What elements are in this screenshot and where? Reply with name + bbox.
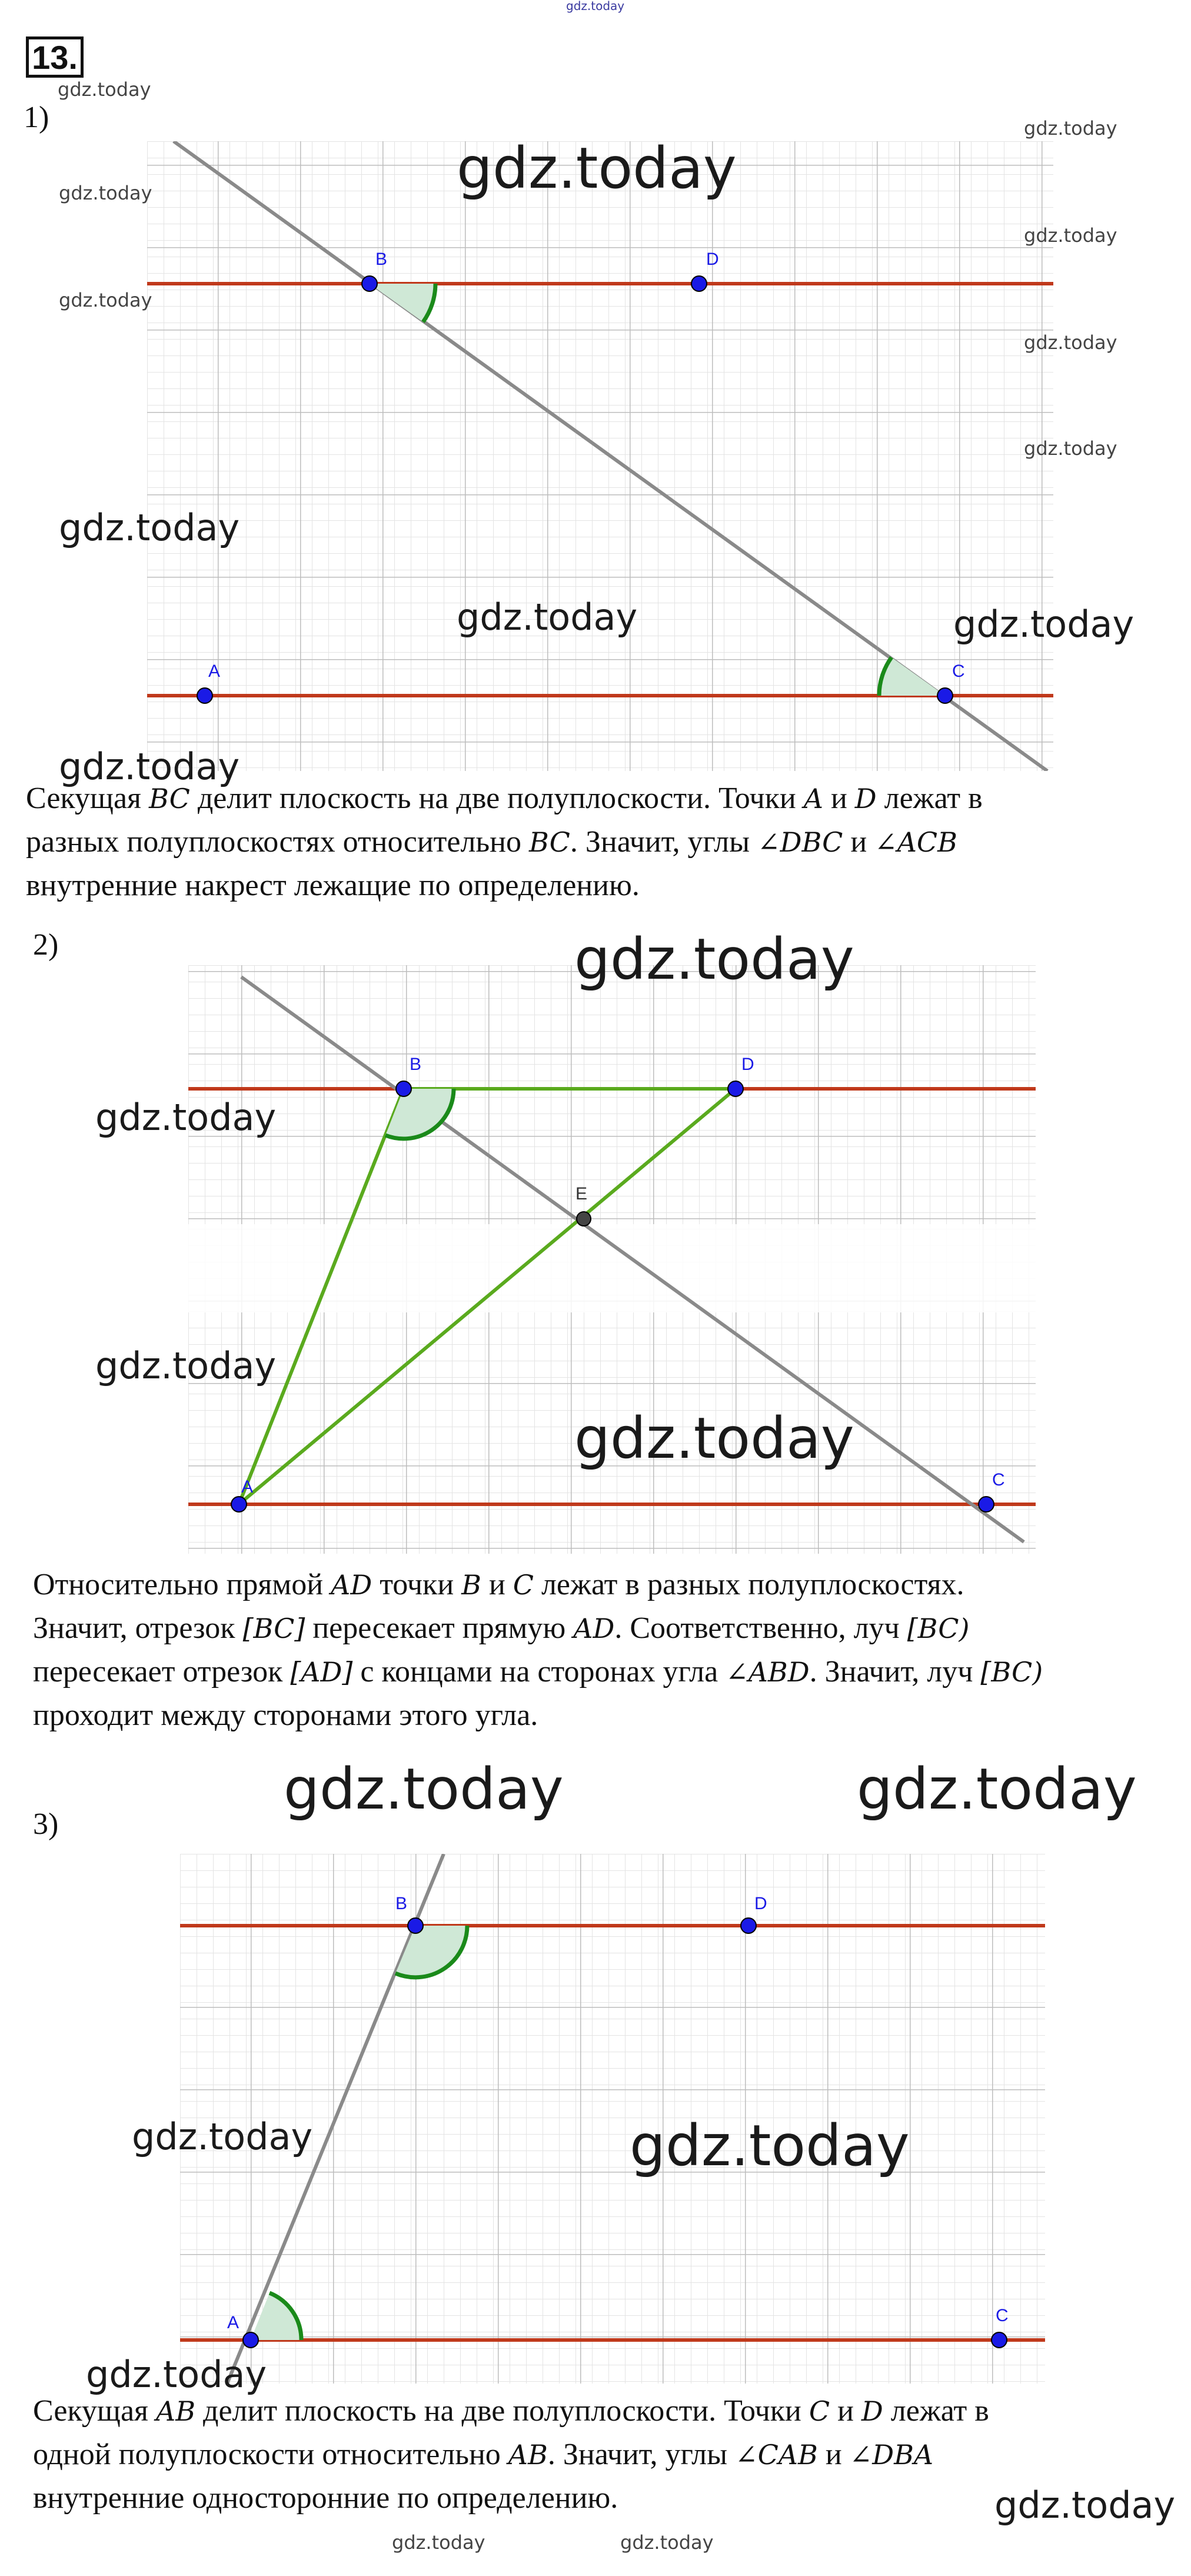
point-d [741,1918,756,1933]
part-2-explanation [33,1563,1043,1737]
watermark: gdz.today [574,1405,854,1471]
text-run: внутренние накрест лежащие по определению. [26,869,640,902]
math-expression: [BC] [242,1613,305,1644]
watermark: gdz.today [284,1756,564,1822]
point-b [408,1918,423,1933]
math-expression: ∠ABD [726,1656,810,1688]
text-line [33,1694,1043,1737]
math-expression: AB [508,2439,548,2471]
text-run: внутренние односторонние по определению. [33,2481,618,2515]
text-run: и [830,2394,861,2428]
figure-1 [147,135,1053,771]
text-run: Секущая [33,2394,156,2428]
math-expression: D [861,2395,883,2427]
text-run: и [817,2438,850,2471]
point-e [577,1212,591,1226]
point-b [362,276,377,291]
text-run: Относительно прямой [33,1568,331,1601]
label-c: C [996,2306,1009,2325]
text-run: Секущая [26,782,149,815]
watermark: gdz.today [857,1756,1137,1822]
math-expression: AB [155,2395,195,2427]
part-3-label: 3) [33,1807,59,1841]
watermark: gdz.today [59,289,152,311]
watermark: gdz.today [574,926,854,992]
watermark: gdz.today [1024,437,1117,460]
part-2-label: 2) [33,928,59,962]
text-line [33,2477,989,2520]
text-run: . Значит, луч [809,1655,981,1688]
math-expression: BC [528,826,570,858]
watermark: gdz.today [994,2484,1176,2527]
part-1-explanation [26,777,983,908]
text-run: одной полуплоскости относительно [33,2438,508,2471]
math-expression: AD [331,1569,372,1601]
math-expression: [BC) [907,1613,970,1644]
watermark: gdz.today [95,1096,277,1139]
text-run: пересекает прямую [305,1611,574,1645]
watermark: gdz.today [630,2113,910,2179]
watermark: gdz.today [132,2115,313,2158]
point-c [937,688,953,703]
label-b: B [395,1894,408,1913]
text-run: делит плоскость на две полуплоскости. Точки [195,2394,809,2428]
math-expression: ∠CAB [735,2439,818,2471]
point-c [979,1497,994,1512]
text-run: . Соответственно, луч [614,1611,907,1645]
label-c: C [952,662,965,681]
problem-number: 13. [26,36,84,78]
point-d [691,276,707,291]
text-line [33,1650,1043,1694]
text-run: и [481,1568,513,1601]
watermark: gdz.today [95,1344,277,1387]
label-a: A [241,1477,254,1497]
watermark: gdz.today [457,135,737,201]
text-run: с концами на сторонах угла [352,1655,726,1688]
text-line [33,2389,989,2433]
point-c [992,2332,1007,2348]
part-1-label: 1) [24,101,49,134]
watermark: gdz.today [1024,117,1117,139]
watermark: gdz.today [620,2531,714,2554]
math-expression: [AD] [290,1656,353,1688]
watermark: gdz.today [1024,224,1117,247]
math-expression: [BC) [980,1656,1043,1688]
math-expression: AD [573,1613,615,1644]
label-b: B [410,1055,422,1074]
label-a: A [227,2313,239,2332]
text-run: пересекает отрезок [33,1655,291,1688]
label-d: D [741,1055,754,1074]
text-run: лежат в [876,782,983,815]
math-expression: B [461,1569,481,1601]
label-b: B [375,250,388,269]
text-run: лежат в [883,2394,989,2428]
text-line [33,1607,1043,1650]
math-expression: ∠DBA [849,2439,934,2471]
text-run: делит плоскость на две полуплоскости. Точки [189,782,804,815]
watermark: gdz.today [59,745,240,788]
math-expression: D [854,783,877,815]
watermark: gdz.today [457,596,638,639]
text-run: точки [372,1568,462,1601]
text-line [33,1563,1043,1607]
label-c: C [992,1470,1005,1490]
math-expression: ∠DBC [757,826,843,858]
part-3-explanation [33,2389,989,2520]
label-e: E [575,1184,588,1204]
watermark: gdz.today [59,506,240,549]
header-watermark: gdz.today [566,0,625,13]
watermark: gdz.today [953,603,1135,646]
watermark: gdz.today [58,78,151,101]
text-run: разных полуплоскостях относительно [26,825,529,859]
point-a [231,1497,247,1512]
text-run: проходит между сторонами этого угла. [33,1699,538,1732]
text-run: лежат в разных полуплоскостях. [533,1568,964,1601]
watermark: gdz.today [392,2531,485,2554]
math-expression: ∠ACB [874,826,957,858]
label-d: D [754,1894,767,1913]
text-run: . Значит, углы [547,2438,736,2471]
label-d: D [706,250,719,269]
text-line [26,777,983,820]
text-run: и [843,825,875,859]
math-expression: BC [148,783,190,815]
text-run: и [823,782,855,815]
point-b [396,1081,411,1096]
watermark: gdz.today [1024,331,1117,354]
point-a [197,688,212,703]
point-a [243,2332,258,2348]
text-run: . Значит, углы [570,825,758,859]
text-run: Значит, отрезок [33,1611,243,1645]
label-a: A [208,662,221,681]
text-line [33,2433,989,2477]
text-line [26,864,983,908]
math-expression: C [809,2395,830,2427]
math-expression: C [513,1569,534,1601]
watermark: gdz.today [86,2353,267,2396]
math-expression: A [803,783,823,815]
watermark: gdz.today [59,182,152,204]
point-d [728,1081,743,1096]
text-line [26,820,983,864]
